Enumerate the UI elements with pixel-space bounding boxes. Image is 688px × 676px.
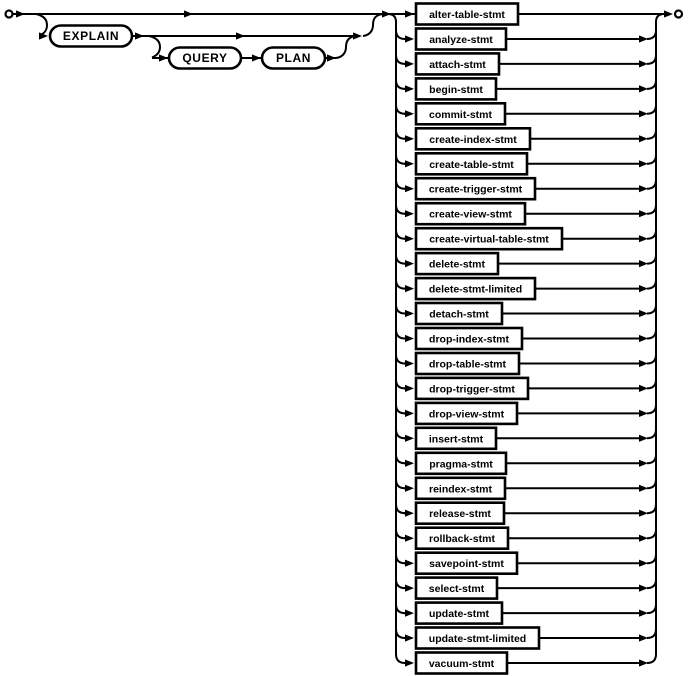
branch-in-curve <box>647 30 656 39</box>
branch-in-curve <box>647 305 656 314</box>
branch-out-curve <box>396 429 405 438</box>
arrowhead-icon <box>405 210 414 217</box>
arrowhead-icon <box>405 435 414 442</box>
branch-in-curve <box>647 155 656 164</box>
statement-box-reindex-stmt-label: reindex-stmt <box>428 483 493 496</box>
branch-out-curve <box>396 404 405 413</box>
statement-box-create-trigger-stmt-label: create-trigger-stmt <box>428 183 523 196</box>
arrowhead-icon <box>639 610 648 617</box>
statement-box-begin-stmt-label: begin-stmt <box>429 83 483 96</box>
arrowhead-icon <box>639 335 648 342</box>
arrowhead-icon <box>405 360 414 367</box>
arrowhead-icon <box>16 10 25 17</box>
keyword-query-label: QUERY <box>182 51 228 65</box>
arrowhead-icon <box>639 410 648 417</box>
arrowhead-icon <box>639 634 648 641</box>
branch-in-curve <box>647 205 656 214</box>
arrowhead-icon <box>664 10 673 17</box>
statement-box-insert-stmt-label: insert-stmt <box>428 433 484 446</box>
arrowhead-icon <box>639 160 648 167</box>
arrowhead-icon <box>405 60 414 67</box>
branch-in-curve <box>647 504 656 513</box>
statement-box-create-virtual-table-stmt-label: create-virtual-table-stmt <box>429 233 549 246</box>
arrowhead-icon <box>639 210 648 217</box>
merge-up-curve <box>363 14 383 36</box>
statement-box-vacuum-stmt-label: vacuum-stmt <box>428 658 495 670</box>
branch-in-curve <box>647 429 656 438</box>
statement-box-drop-trigger-stmt-label: drop-trigger-stmt <box>429 383 515 396</box>
statement-box-savepoint-stmt-label: savepoint-stmt <box>429 558 504 571</box>
arrowhead-icon <box>159 54 168 61</box>
branch-in-curve <box>647 105 656 114</box>
statement-box-drop-table-stmt-label: drop-table-stmt <box>429 358 506 371</box>
arrowhead-icon <box>405 235 414 242</box>
arrowhead-icon <box>327 54 336 61</box>
statement-box-alter-table-stmt-label: alter-table-stmt <box>429 9 505 21</box>
branch-down-curve <box>36 14 47 35</box>
arrowhead-icon <box>135 32 144 39</box>
arrowhead-icon <box>639 385 648 392</box>
arrowhead-icon <box>639 360 648 367</box>
branch-out-curve <box>396 579 405 588</box>
arrowhead-icon <box>639 60 648 67</box>
branch-in-curve <box>647 55 656 64</box>
branch-in-curve <box>647 454 656 463</box>
arrowhead-icon <box>236 32 245 39</box>
arrowhead-icon <box>405 610 414 617</box>
arrowhead-icon <box>405 185 414 192</box>
statement-box-analyze-stmt-label: analyze-stmt <box>429 34 493 46</box>
branch-out-curve <box>396 504 405 513</box>
statement-box-delete-stmt-limited-label: delete-stmt-limited <box>428 283 523 296</box>
statement-box-detach-stmt-label: detach-stmt <box>429 308 489 321</box>
branch-in-curve <box>647 330 656 339</box>
arrowhead-icon <box>639 460 648 467</box>
arrowhead-icon <box>405 385 414 392</box>
statement-box-drop-view-stmt-label: drop-view-stmt <box>428 408 505 421</box>
arrowhead-icon <box>405 85 414 92</box>
branch-out-curve <box>396 604 405 613</box>
arrowhead-icon <box>639 110 648 117</box>
statement-box-pragma-stmt-label: pragma-stmt <box>429 458 493 471</box>
arrowhead-icon <box>405 260 414 267</box>
arrowhead-icon <box>184 10 193 17</box>
arrowhead-icon <box>405 510 414 517</box>
arrowhead-icon <box>405 285 414 292</box>
branch-out-curve <box>396 255 405 264</box>
arrowhead-icon <box>639 485 648 492</box>
branch-in-curve <box>647 629 656 638</box>
statement-box-create-view-stmt-label: create-view-stmt <box>429 208 512 221</box>
arrowhead-icon <box>405 410 414 417</box>
arrowhead-icon <box>405 585 414 592</box>
arrowhead-icon <box>405 535 414 542</box>
branch-in-curve <box>647 604 656 613</box>
arrowhead-icon <box>639 435 648 442</box>
branch-out-curve <box>396 230 405 239</box>
statement-box-update-stmt-label: update-stmt <box>428 608 490 621</box>
arrowhead-icon <box>639 260 648 267</box>
branch-in-curve <box>647 529 656 538</box>
arrowhead-icon <box>405 135 414 142</box>
branch-down-curve <box>149 36 160 57</box>
start-terminal <box>6 11 13 18</box>
branch-out-curve <box>396 30 405 39</box>
arrowhead-icon <box>405 634 414 641</box>
branch-in-curve <box>647 379 656 388</box>
branch-in-curve <box>647 80 656 89</box>
arrowhead-icon <box>639 35 648 42</box>
statement-box-select-stmt-label: select-stmt <box>428 583 485 596</box>
branch-in-curve <box>647 479 656 488</box>
statement-box-rollback-stmt-label: rollback-stmt <box>429 533 495 546</box>
statement-box-drop-index-stmt-label: drop-index-stmt <box>429 333 509 346</box>
branch-in-curve <box>647 554 656 563</box>
branch-out-curve <box>396 379 405 388</box>
keyword-plan-label: PLAN <box>275 51 312 65</box>
rail-corner-curve <box>388 14 396 22</box>
statement-box-create-index-stmt-label: create-index-stmt <box>429 133 517 146</box>
arrowhead-icon <box>405 659 414 666</box>
statement-box-attach-stmt-label: attach-stmt <box>429 58 486 71</box>
arrowhead-icon <box>405 35 414 42</box>
arrowhead-icon <box>639 535 648 542</box>
arrowhead-icon <box>639 285 648 292</box>
branch-out-curve <box>396 80 405 89</box>
arrowhead-icon <box>639 135 648 142</box>
branch-out-curve <box>396 654 405 663</box>
arrowhead-icon <box>639 85 648 92</box>
arrowhead-icon <box>405 485 414 492</box>
branch-out-curve <box>396 180 405 189</box>
branch-out-curve <box>396 554 405 563</box>
branch-in-curve <box>647 230 656 239</box>
branch-out-curve <box>396 205 405 214</box>
arrowhead-icon <box>639 510 648 517</box>
statement-box-commit-stmt-label: commit-stmt <box>428 108 493 121</box>
branch-out-curve <box>396 529 405 538</box>
keyword-explain-label: EXPLAIN <box>62 29 120 43</box>
merge-up-curve <box>336 36 355 58</box>
arrowhead-icon <box>405 310 414 317</box>
branch-out-curve <box>396 55 405 64</box>
rail-corner-curve <box>656 14 664 22</box>
arrowhead-icon <box>405 460 414 467</box>
branch-out-curve <box>396 280 405 289</box>
branch-out-curve <box>396 479 405 488</box>
branch-in-curve <box>647 404 656 413</box>
arrowhead-icon <box>639 659 648 666</box>
arrowhead-icon <box>639 185 648 192</box>
branch-in-curve <box>647 355 656 364</box>
arrowhead-icon <box>639 585 648 592</box>
branch-out-curve <box>396 355 405 364</box>
branch-out-curve <box>396 305 405 314</box>
branch-in-curve <box>647 280 656 289</box>
branch-out-curve <box>396 454 405 463</box>
branch-out-curve <box>396 155 405 164</box>
branch-out-curve <box>396 330 405 339</box>
branch-in-curve <box>647 130 656 139</box>
arrowhead-icon <box>405 335 414 342</box>
arrowhead-icon <box>639 560 648 567</box>
branch-in-curve <box>647 180 656 189</box>
branch-in-curve <box>647 654 656 663</box>
branch-in-curve <box>647 579 656 588</box>
arrowhead-icon <box>353 32 362 39</box>
arrowhead-icon <box>405 160 414 167</box>
statement-box-update-stmt-limited-label: update-stmt-limited <box>428 633 527 645</box>
branch-out-curve <box>396 105 405 114</box>
end-terminal <box>675 11 682 18</box>
branch-out-curve <box>396 130 405 139</box>
statement-box-delete-stmt-label: delete-stmt <box>428 258 486 271</box>
arrowhead-icon <box>639 310 648 317</box>
arrowhead-icon <box>639 235 648 242</box>
arrowhead-icon <box>405 110 414 117</box>
arrowhead-icon <box>405 10 414 17</box>
statement-box-create-table-stmt-label: create-table-stmt <box>429 158 514 171</box>
statement-box-release-stmt-label: release-stmt <box>429 508 491 521</box>
arrowhead-icon <box>405 560 414 567</box>
branch-in-curve <box>647 255 656 264</box>
branch-out-curve <box>396 629 405 638</box>
arrowhead-icon <box>252 54 261 61</box>
